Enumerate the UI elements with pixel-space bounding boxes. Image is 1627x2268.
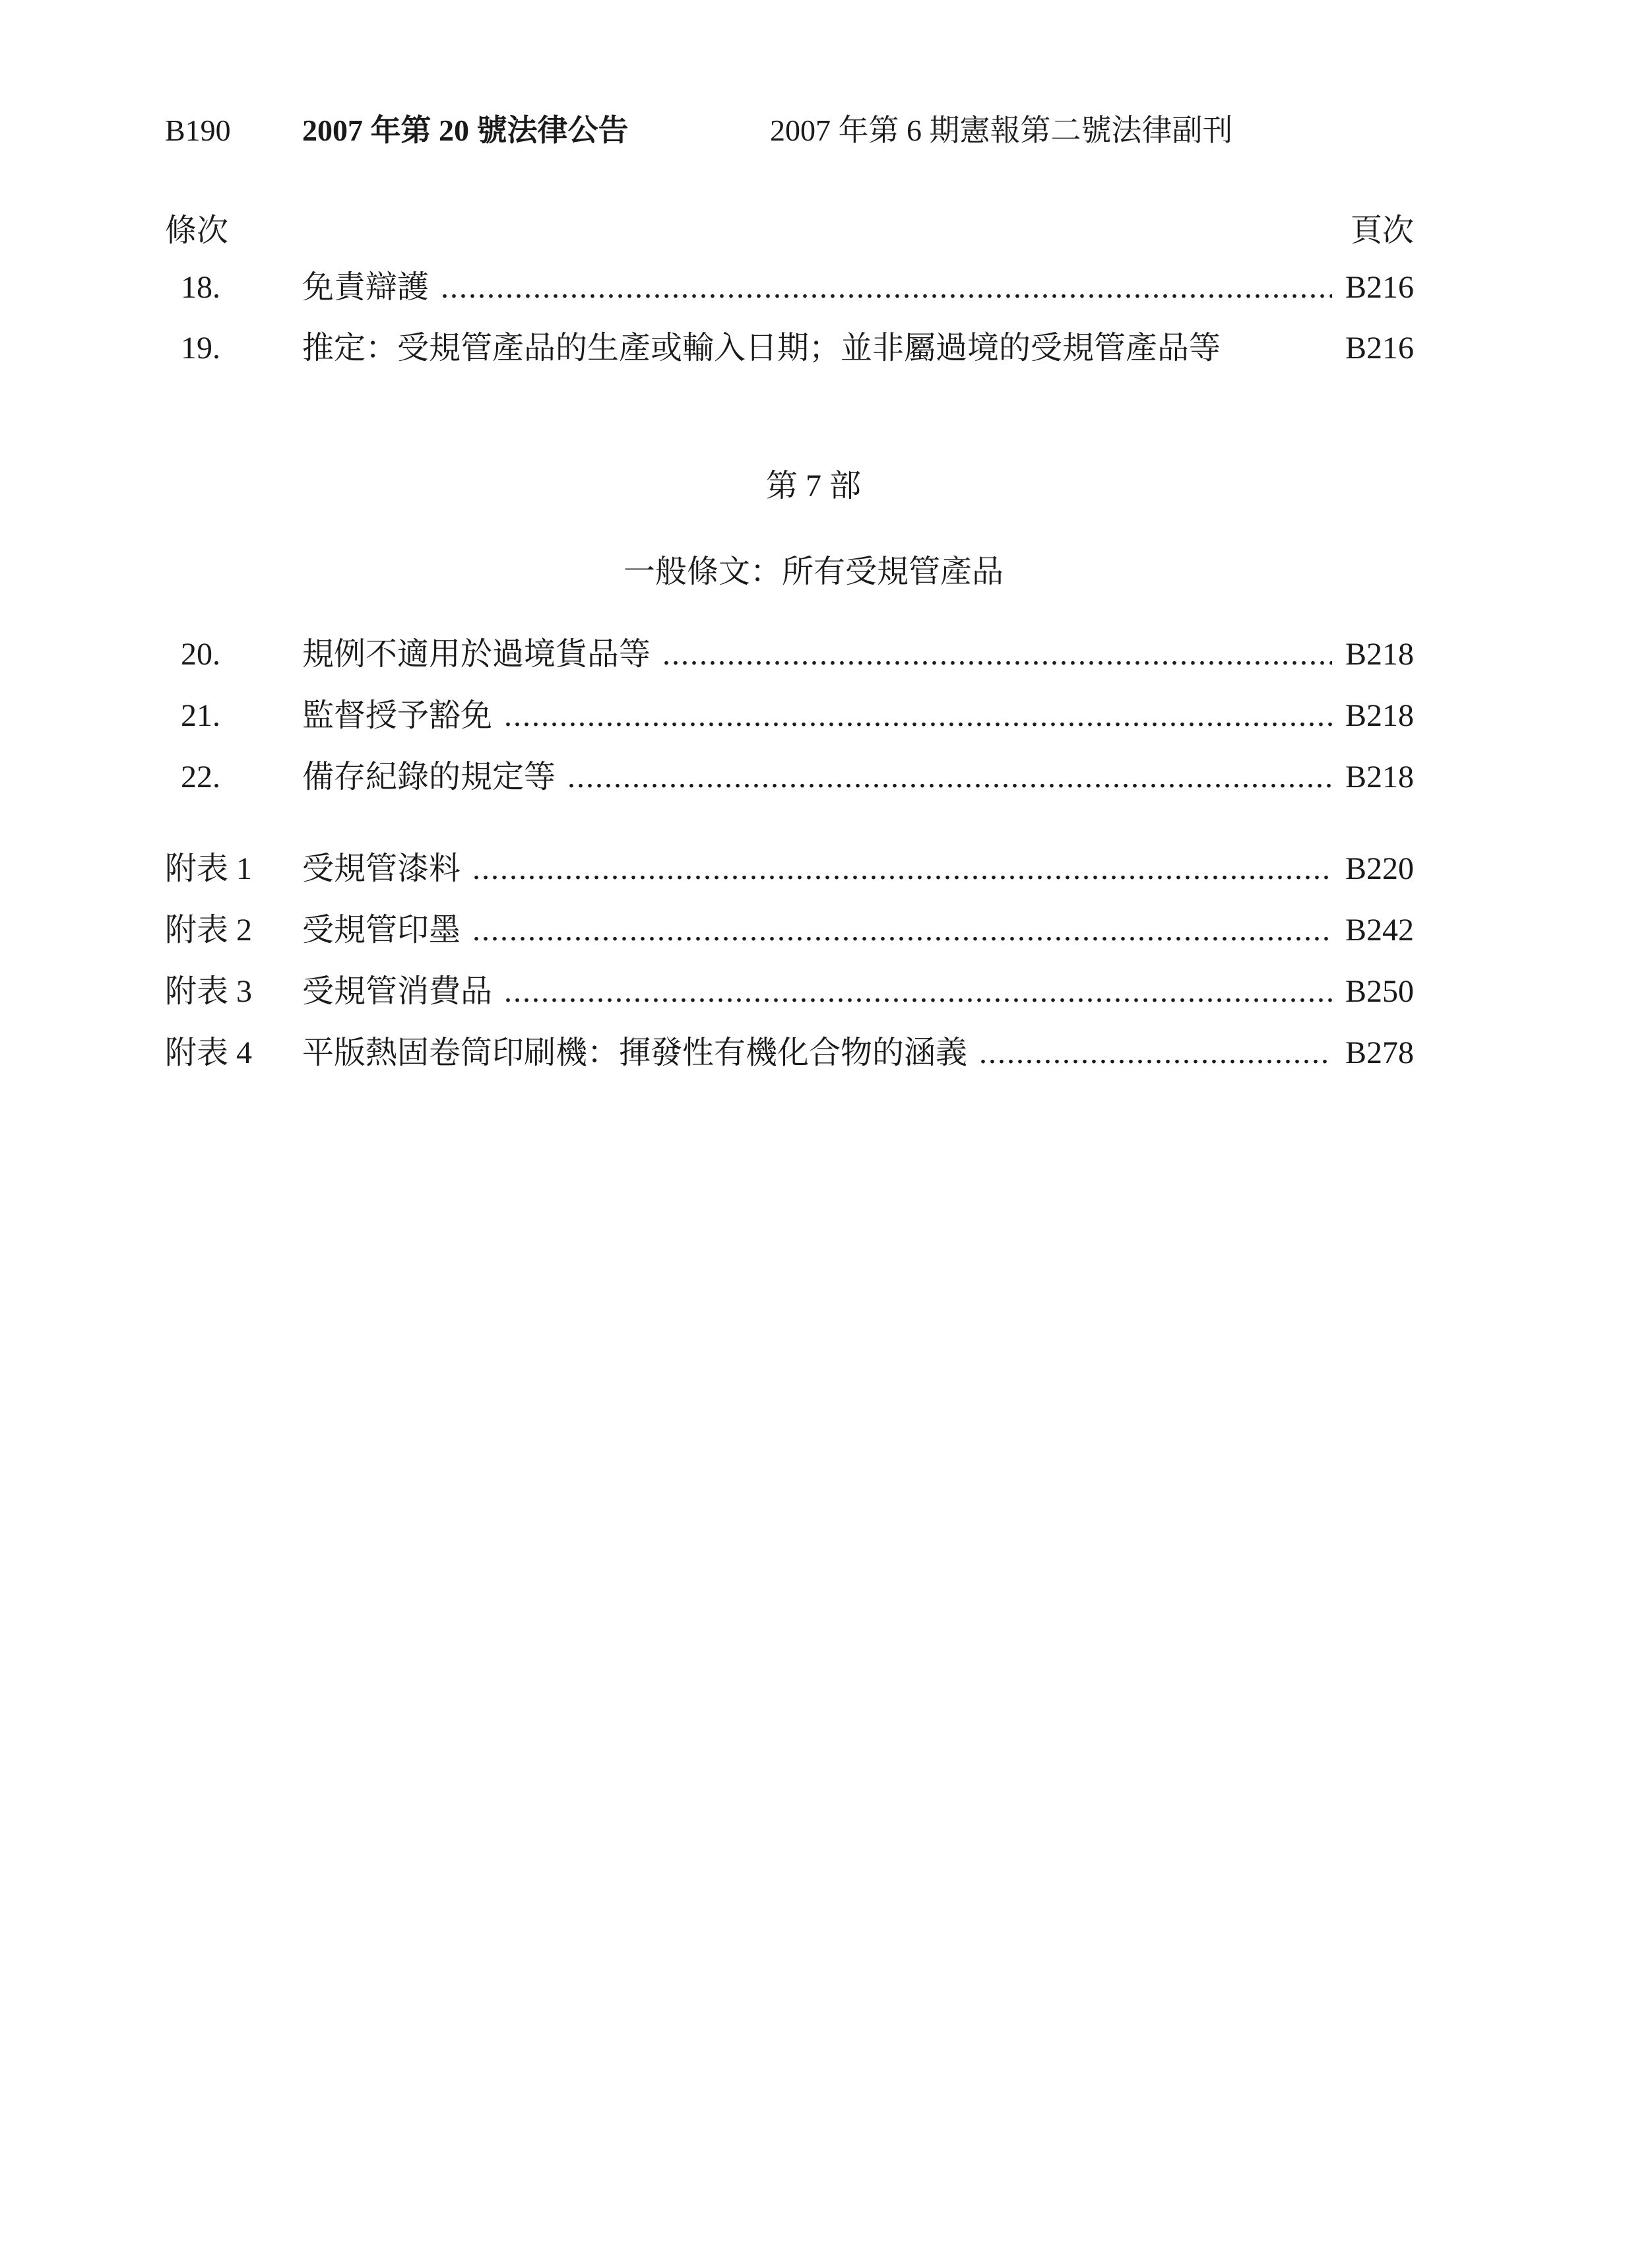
schedule-number: 附表 2 — [165, 913, 253, 948]
page-column-heading: 頁次 — [1350, 213, 1414, 248]
dot-leader — [472, 843, 1332, 895]
section-number: 21. — [181, 698, 220, 733]
dot-leader — [979, 1027, 1332, 1080]
page-reference: B218 — [1345, 698, 1414, 733]
section-column-heading: 條次 — [165, 213, 229, 248]
dot-leader — [662, 628, 1332, 681]
section-title: 推定：受規管產品的生產或輸入日期；並非屬過境的受規管產品等 — [302, 331, 1221, 366]
gazette-notice-title: 2007 年第 20 號法律公告 — [302, 113, 629, 147]
page-reference: B220 — [1345, 851, 1414, 886]
dot-leader — [504, 965, 1332, 1018]
section-title: 免責辯護 — [302, 270, 430, 305]
section-title: 備存紀錄的規定等 — [302, 760, 556, 794]
section-number: 20. — [181, 637, 220, 672]
page-reference: B242 — [1345, 913, 1414, 948]
section-number: 18. — [181, 270, 220, 305]
page-reference: B218 — [1345, 637, 1414, 672]
part-subject: 一般條文：所有受規管產品 — [623, 554, 1004, 589]
page-reference: B216 — [1345, 331, 1414, 366]
toc-row-schedule-2 — [165, 904, 1414, 957]
schedule-title: 平版熱固卷筒印刷機：揮發性有機化合物的涵義 — [302, 1035, 968, 1070]
toc-row-schedule-3 — [165, 965, 1414, 1018]
gazette-supplement-title: 2007 年第 6 期憲報第二號法律副刊 — [770, 113, 1233, 147]
dot-leader — [504, 690, 1332, 742]
column-headings — [165, 205, 1414, 251]
toc-row-section-22 — [165, 751, 1414, 804]
part-heading: 第 7 部 — [765, 469, 861, 503]
page-reference: B250 — [1345, 974, 1414, 1009]
page-reference: B216 — [1345, 270, 1414, 305]
toc-row-section-21 — [165, 690, 1414, 742]
schedule-number: 附表 3 — [165, 974, 253, 1009]
toc-row-section-19 — [165, 322, 1414, 375]
schedule-number: 附表 1 — [165, 851, 253, 886]
section-number: 19. — [181, 331, 220, 366]
section-title: 規例不適用於過境貨品等 — [302, 637, 651, 672]
section-number: 22. — [181, 760, 220, 794]
dot-leader — [567, 751, 1332, 804]
schedule-title: 受規管印墨 — [302, 913, 461, 948]
schedule-number: 附表 4 — [165, 1035, 253, 1070]
page-number: B190 — [165, 113, 231, 147]
toc-row-section-20 — [165, 628, 1414, 681]
section-title: 監督授予豁免 — [302, 698, 493, 733]
toc-row-schedule-4 — [165, 1027, 1414, 1080]
schedule-title: 受規管消費品 — [302, 974, 493, 1009]
dot-leader — [441, 261, 1332, 314]
page-reference: B278 — [1345, 1035, 1414, 1070]
schedule-title: 受規管漆料 — [302, 851, 461, 886]
toc-row-section-18 — [165, 261, 1414, 314]
dot-leader — [472, 904, 1332, 957]
page-reference: B218 — [1345, 760, 1414, 794]
toc-row-schedule-1 — [165, 843, 1414, 895]
